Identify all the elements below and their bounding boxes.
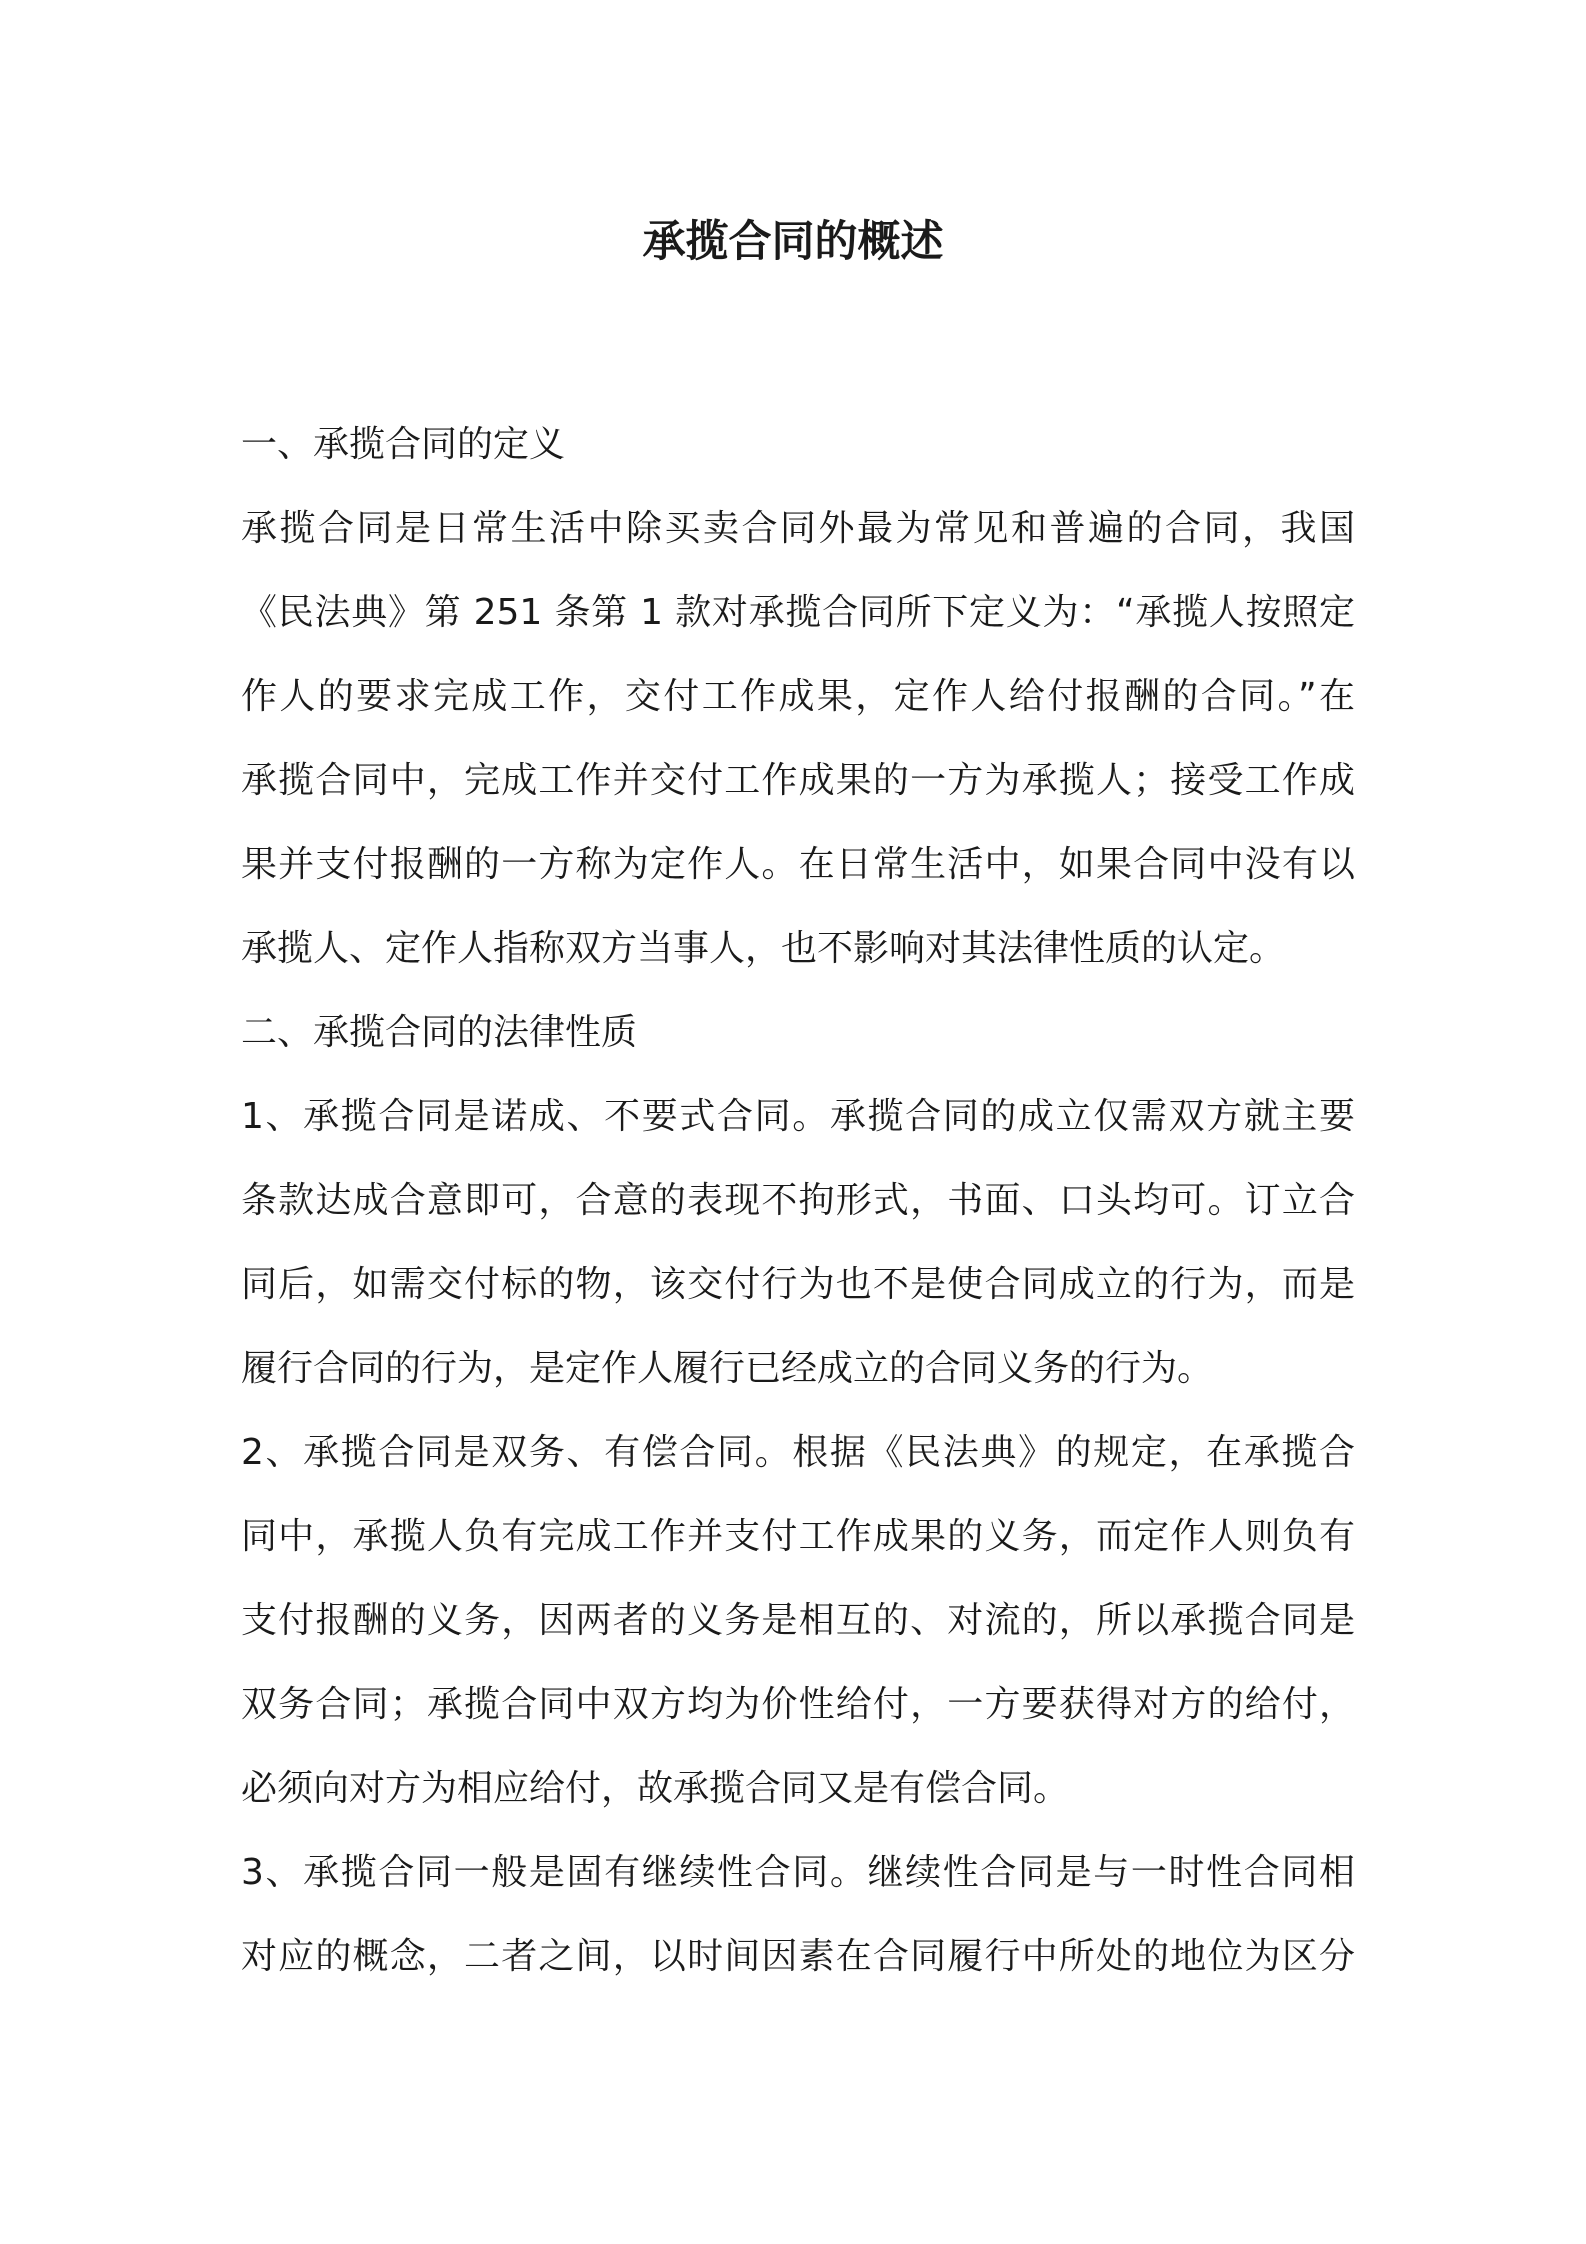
paragraph-line: 承揽合同中，完成工作并交付工作成果的一方为承揽人；接受工作成 xyxy=(241,760,1355,801)
document-body xyxy=(241,403,1355,1999)
paragraph-line: 3、承揽合同一般是固有继续性合同。继续性合同是与一时性合同相 xyxy=(241,1852,1355,1893)
paragraph-line: 《民法典》第 251 条第 1 款对承揽合同所下定义为：“承揽人按照定 xyxy=(241,592,1355,633)
paragraph-line: 履行合同的行为，是定作人履行已经成立的合同义务的行为。 xyxy=(241,1348,1214,1389)
paragraph-line: 同中，承揽人负有完成工作并支付工作成果的义务，而定作人则负有 xyxy=(241,1516,1355,1557)
paragraph-line: 支付报酬的义务，因两者的义务是相互的、对流的，所以承揽合同是 xyxy=(241,1600,1355,1641)
section-heading-legal-nature: 二、承揽合同的法律性质 xyxy=(241,1012,638,1053)
paragraph-line: 对应的概念，二者之间，以时间因素在合同履行中所处的地位为区分 xyxy=(241,1936,1355,1977)
paragraph-line: 作人的要求完成工作，交付工作成果，定作人给付报酬的合同。”在 xyxy=(241,676,1355,717)
document-title: 承揽合同的概述 xyxy=(642,217,944,267)
paragraph-line: 承揽合同是日常生活中除买卖合同外最为常见和普遍的合同，我国 xyxy=(241,508,1355,549)
paragraph-line: 双务合同；承揽合同中双方均为价性给付，一方要获得对方的给付， xyxy=(241,1684,1355,1725)
paragraph-line: 条款达成合意即可，合意的表现不拘形式，书面、口头均可。订立合 xyxy=(241,1180,1355,1221)
section-heading-definition: 一、承揽合同的定义 xyxy=(241,424,566,465)
paragraph-line: 1、承揽合同是诺成、不要式合同。承揽合同的成立仅需双方就主要 xyxy=(241,1096,1355,1137)
paragraph-line: 承揽人、定作人指称双方当事人，也不影响对其法律性质的认定。 xyxy=(241,928,1286,969)
paragraph-line: 2、承揽合同是双务、有偿合同。根据《民法典》的规定，在承揽合 xyxy=(241,1432,1355,1473)
paragraph-line: 果并支付报酬的一方称为定作人。在日常生活中，如果合同中没有以 xyxy=(241,844,1355,885)
paragraph-line: 同后，如需交付标的物，该交付行为也不是使合同成立的行为，而是 xyxy=(241,1264,1355,1305)
paragraph-line: 必须向对方为相应给付，故承揽合同又是有偿合同。 xyxy=(241,1768,1070,1809)
